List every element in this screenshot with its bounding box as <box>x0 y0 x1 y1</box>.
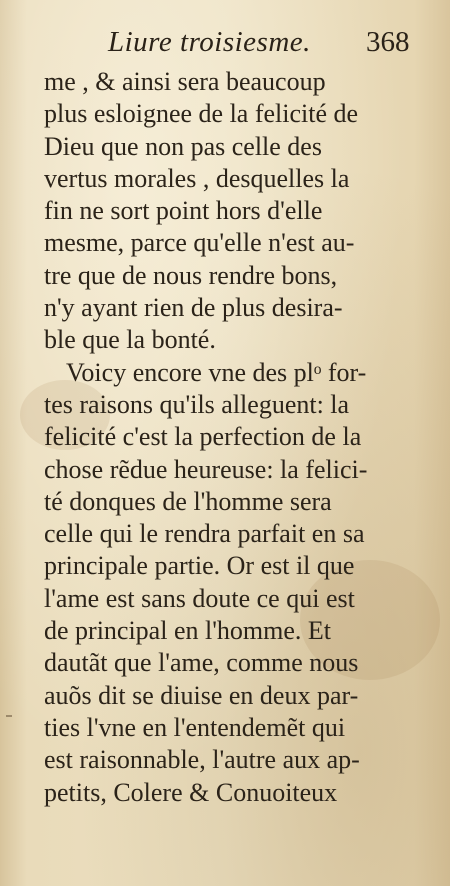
body-text <box>44 66 436 809</box>
text-line: ties l'vne en l'entendemẽt qui <box>44 712 346 742</box>
text-line: fin ne sort point hors d'elle <box>44 196 323 226</box>
text-line: me , & ainsi sera beaucoup <box>44 67 326 96</box>
text-line: chose rẽdue heureuse: la felici- <box>44 454 368 484</box>
text-line: de principal en l'homme. Et <box>44 616 331 646</box>
running-title: Liure troisiesme. <box>108 26 311 58</box>
text-line: principale partie. Or est il que <box>44 551 355 581</box>
paragraph-first-line: Voicy encore vne des plᵒ for- <box>66 357 367 387</box>
text-line: dautãt que l'ame, comme nous <box>44 648 359 678</box>
text-line: n'y ayant rien de plus desira- <box>44 293 343 323</box>
text-line: té donques de l'homme sera <box>44 486 332 516</box>
page-number: 368 <box>366 26 410 58</box>
text-line: tre que de nous rendre bons, <box>44 260 338 290</box>
text-line: petits, Colere & Conuoiteux <box>44 777 338 807</box>
text-line: tes raisons qu'ils alleguent: la <box>44 389 350 419</box>
text-line: est raisonnable, l'autre aux ap- <box>44 745 360 775</box>
text-line: l'ame est sans doute ce qui est <box>44 583 355 613</box>
text-line: mesme, parce qu'elle n'est au- <box>44 228 355 258</box>
text-line: plus esloignee de la felicité de <box>44 99 359 129</box>
page-header <box>0 20 450 64</box>
text-line: vertus morales , desquelles la <box>44 163 350 193</box>
text-line: auõs dit se diuise en deux par- <box>44 680 359 710</box>
margin-mark <box>6 715 12 717</box>
text-line: ble que la bonté. <box>44 325 216 355</box>
text-line: celle qui le rendra parfait en sa <box>44 519 365 549</box>
text-line: Dieu que non pas celle des <box>44 131 322 161</box>
text-line: felicité c'est la perfection de la <box>44 422 362 452</box>
